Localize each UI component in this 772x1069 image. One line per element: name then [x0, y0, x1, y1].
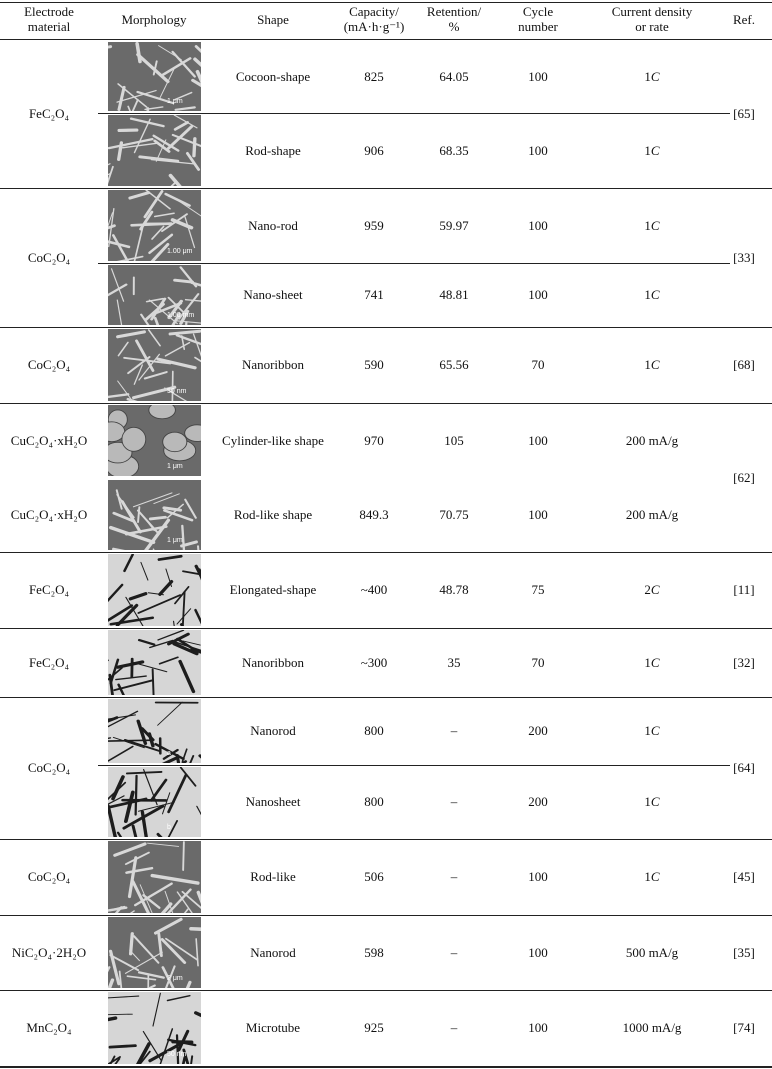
subrow-rule	[98, 263, 730, 264]
cycle-cell: 200	[528, 723, 548, 738]
retention-cell: 64.05	[439, 68, 469, 84]
subrow-rule	[98, 113, 730, 114]
header-material: Electrode material	[24, 4, 74, 34]
capacity-cell: 925	[364, 1020, 384, 1035]
cycle-cell: 100	[528, 507, 548, 522]
cycle-cell: 200	[528, 794, 548, 809]
material-cell: FeC₂O₄	[28, 654, 70, 670]
capacity-cell: 800	[364, 723, 384, 738]
rate-cell: 1C	[644, 287, 660, 302]
ref-cell: [64]	[733, 760, 755, 775]
material-cell: CuC₂O₄·xH₂O	[10, 432, 88, 448]
shape-cell: Nanoribbon	[241, 357, 305, 372]
cycle-cell: 100	[528, 287, 548, 302]
group-rule	[0, 990, 772, 991]
rate-cell: 1C	[644, 869, 660, 884]
group-rule	[0, 915, 772, 916]
scale-bar-label: 1 μm	[167, 463, 183, 470]
morphology-image	[108, 115, 201, 186]
header-capacity: Capacity/ (mA·h·g⁻¹)	[343, 4, 405, 34]
scale-bar-label: 50 nm	[167, 388, 187, 395]
ref-cell: [65]	[733, 106, 755, 121]
ref-cell: [62]	[733, 469, 755, 485]
material-cell: NiC₂O₄·2H₂O	[11, 944, 87, 960]
capacity-cell: 800	[364, 794, 384, 809]
ref-cell: [45]	[733, 869, 755, 884]
retention-cell: –	[450, 869, 458, 884]
rate-cell: 1C	[644, 142, 660, 158]
group-rule	[0, 839, 772, 840]
cycle-cell: 100	[528, 432, 548, 448]
group-rule	[0, 403, 772, 404]
header-current-density: Current density or rate	[611, 4, 693, 34]
subrow-rule	[98, 765, 730, 766]
capacity-cell: 741	[364, 287, 384, 302]
scale-bar-label: 1.00 μm	[167, 248, 193, 255]
retention-cell: 65.56	[439, 357, 469, 372]
material-cell: MnC₂O₄	[26, 1020, 72, 1035]
scale-bar-label: 1 μm	[167, 98, 183, 105]
morphology-image	[108, 329, 201, 401]
cycle-cell: 100	[528, 142, 548, 158]
shape-cell: Nano-sheet	[243, 287, 303, 302]
morphology-image	[108, 699, 201, 763]
header-shape: Shape	[257, 12, 289, 27]
group-rule	[0, 628, 772, 629]
cycle-cell: 100	[528, 1020, 548, 1035]
retention-cell: 105	[444, 432, 464, 448]
material-cell: CoC₂O₄	[27, 869, 71, 884]
ref-cell: [68]	[733, 357, 755, 372]
capacity-cell: 970	[364, 432, 384, 448]
retention-cell: 70.75	[439, 507, 469, 522]
material-cell: CoC₂O₄	[27, 760, 71, 775]
morphology-image	[108, 554, 201, 626]
header-rule	[0, 39, 772, 40]
shape-cell: Nanorod	[250, 944, 296, 960]
material-cell: FeC₂O₄	[28, 582, 70, 597]
capacity-cell: 959	[364, 217, 384, 233]
cycle-cell: 70	[531, 654, 545, 670]
rate-cell: 1C	[644, 217, 660, 233]
material-cell: CuC₂O₄·xH₂O	[10, 507, 88, 522]
retention-cell: –	[450, 794, 458, 809]
group-rule	[0, 327, 772, 328]
ref-cell: [33]	[733, 249, 755, 265]
scale-bar-label: 1 μm	[167, 537, 183, 544]
morphology-image	[108, 841, 201, 913]
shape-cell: Nano-rod	[248, 217, 298, 233]
rate-cell: 1C	[644, 723, 660, 738]
rate-cell: 200 mA/g	[625, 432, 679, 448]
group-rule	[0, 697, 772, 698]
capacity-cell: ~400	[360, 582, 388, 597]
cycle-cell: 100	[528, 217, 548, 233]
retention-cell: 68.35	[439, 142, 469, 158]
capacity-cell: 825	[364, 68, 384, 84]
scale-bar-label: 2 μm	[167, 975, 183, 982]
morphology-image	[108, 630, 201, 695]
header-retention: Retention/ %	[426, 4, 482, 34]
retention-cell: –	[450, 1020, 458, 1035]
capacity-cell: 598	[364, 944, 384, 960]
cycle-cell: 100	[528, 944, 548, 960]
shape-cell: Nanoribbon	[241, 654, 305, 670]
rate-cell: 1C	[644, 654, 660, 670]
header-cycle: Cycle number	[518, 4, 558, 34]
group-rule	[0, 1066, 772, 1068]
shape-cell: Rod-shape	[245, 142, 301, 158]
rate-cell: 2C	[644, 582, 660, 597]
shape-cell: Cylinder-like shape	[222, 432, 324, 448]
retention-cell: 59.97	[439, 217, 469, 233]
capacity-cell: ~300	[360, 654, 388, 670]
retention-cell: –	[450, 723, 458, 738]
morphology-image	[108, 42, 201, 111]
group-rule	[0, 552, 772, 553]
cycle-cell: 100	[528, 869, 548, 884]
ref-cell: [32]	[733, 654, 755, 670]
scale-bar-label: b	[167, 824, 171, 831]
cycle-cell: 70	[531, 357, 545, 372]
rate-cell: 1C	[644, 357, 660, 372]
header-morphology: Morphology	[121, 12, 187, 27]
scale-bar-label: 50 nm	[167, 1051, 187, 1058]
retention-cell: 35	[447, 654, 461, 670]
capacity-cell: 906	[364, 142, 384, 158]
morphology-image	[108, 405, 201, 476]
ref-cell: [11]	[733, 582, 755, 597]
shape-cell: Microtube	[245, 1020, 301, 1035]
morphology-image	[108, 917, 201, 988]
rate-cell: 1000 mA/g	[622, 1020, 682, 1035]
rate-cell: 200 mA/g	[625, 507, 679, 522]
material-cell: CoC₂O₄	[27, 357, 71, 372]
rate-cell: 500 mA/g	[625, 944, 679, 960]
shape-cell: Rod-like shape	[233, 507, 313, 522]
shape-cell: Nanosheet	[245, 794, 301, 809]
scale-bar-label: 1.00 mm	[167, 312, 195, 319]
shape-cell: Elongated-shape	[229, 582, 317, 597]
capacity-cell: 849.3	[359, 507, 389, 522]
material-cell: CoC₂O₄	[27, 249, 71, 265]
rate-cell: 1C	[644, 68, 660, 84]
capacity-cell: 506	[364, 869, 384, 884]
retention-cell: 48.78	[439, 582, 469, 597]
rate-cell: 1C	[644, 794, 660, 809]
morphology-image	[108, 480, 201, 550]
cycle-cell: 100	[528, 68, 548, 84]
cycle-cell: 75	[531, 582, 545, 597]
header-ref: Ref.	[732, 12, 756, 27]
scale-bar-label: a	[167, 750, 171, 757]
shape-cell: Nanorod	[250, 723, 296, 738]
table-top-rule	[0, 2, 772, 3]
morphology-image	[108, 992, 201, 1064]
material-cell: FeC₂O₄	[28, 106, 70, 121]
ref-cell: [35]	[733, 944, 755, 960]
retention-cell: 48.81	[439, 287, 469, 302]
ref-cell: [74]	[733, 1020, 755, 1035]
retention-cell: –	[450, 944, 458, 960]
group-rule	[0, 188, 772, 189]
morphology-image	[108, 767, 201, 837]
capacity-cell: 590	[364, 357, 384, 372]
shape-cell: Cocoon-shape	[235, 68, 311, 84]
shape-cell: Rod-like	[250, 869, 296, 884]
